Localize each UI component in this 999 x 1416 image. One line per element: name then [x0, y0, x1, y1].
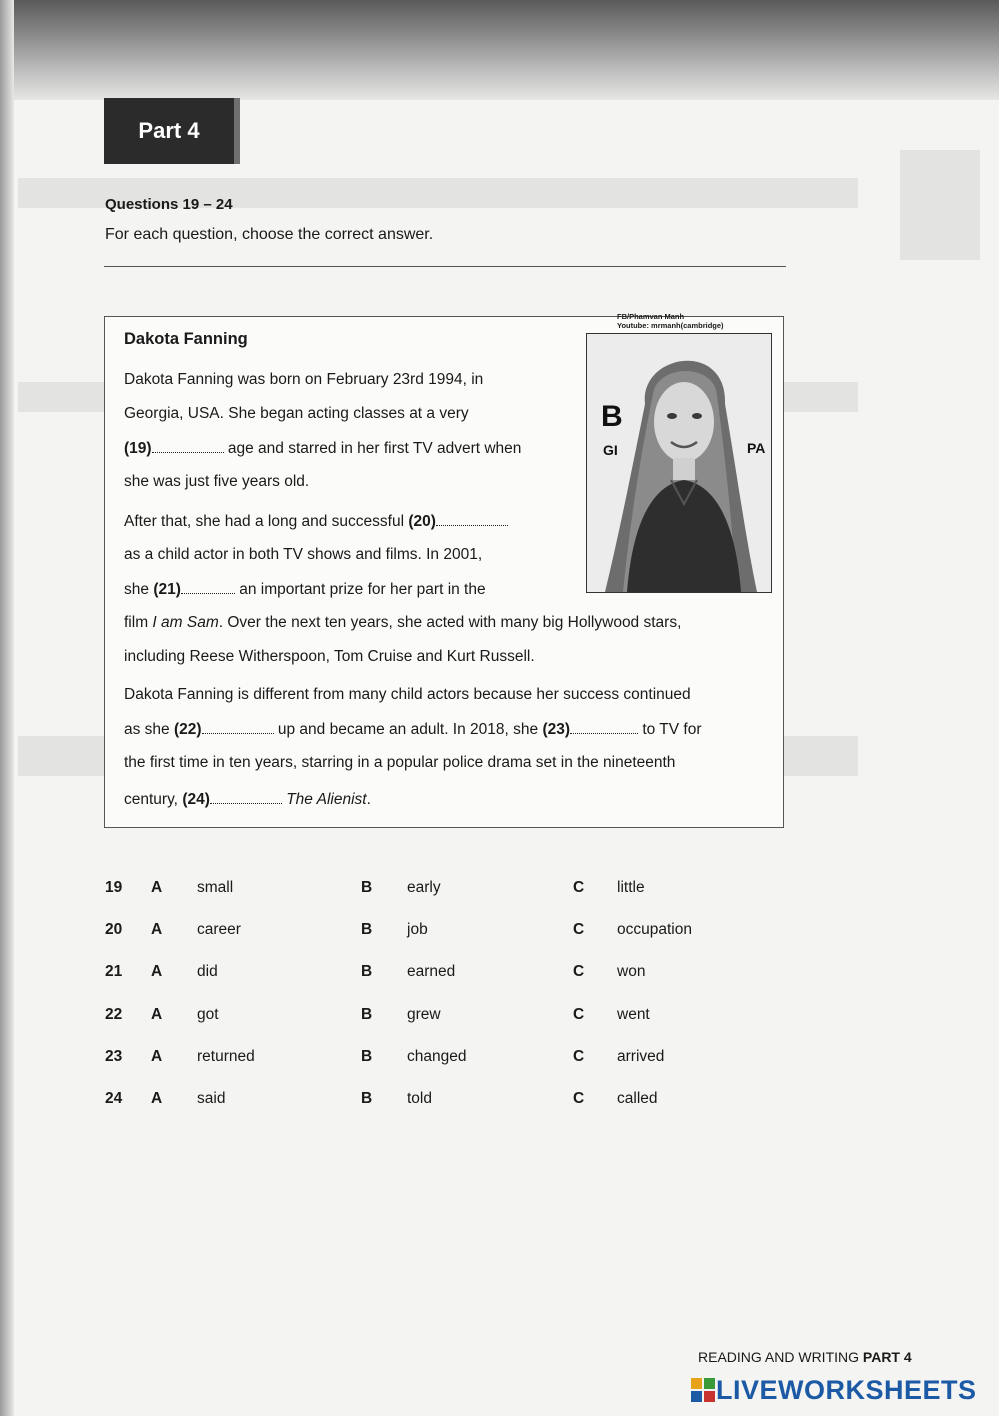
- article-line: [124, 371, 483, 389]
- option-c[interactable]: little: [617, 879, 645, 896]
- gap-number-20: (20): [408, 513, 436, 530]
- option-letter-c: C: [573, 963, 585, 980]
- scan-shadow-left: [0, 0, 14, 1416]
- article-text: she was just five years old.: [124, 473, 310, 490]
- article-line: [124, 580, 486, 599]
- option-letter-b: B: [361, 921, 373, 938]
- option-b[interactable]: early: [407, 879, 441, 896]
- footer-section: READING AND WRITING: [698, 1349, 860, 1365]
- option-a[interactable]: did: [197, 963, 218, 980]
- article-text: up and became an adult. In 2018, she: [277, 721, 539, 738]
- gap-number-21: (21): [153, 581, 181, 598]
- article-text: film: [124, 614, 149, 631]
- option-letter-c: C: [573, 1090, 585, 1107]
- option-letter-c: C: [573, 1006, 585, 1023]
- gap-24-blank[interactable]: [210, 790, 282, 804]
- article-text: Georgia, USA. She began acting classes at a very: [124, 405, 469, 422]
- option-a[interactable]: career: [197, 921, 241, 938]
- article-line: [124, 439, 521, 458]
- option-b[interactable]: grew: [407, 1006, 441, 1023]
- article-line: [124, 614, 681, 632]
- tv-show-title: The Alienist: [286, 791, 367, 808]
- gap-19-blank[interactable]: [152, 439, 224, 453]
- gap-number-24: (24): [182, 791, 210, 808]
- option-letter-c: C: [573, 1048, 585, 1065]
- article-line: [124, 512, 508, 531]
- option-letter-b: B: [361, 1048, 373, 1065]
- gap-21-blank[interactable]: [181, 580, 235, 594]
- page-footer: [698, 1349, 912, 1365]
- option-b[interactable]: changed: [407, 1048, 467, 1065]
- option-b[interactable]: earned: [407, 963, 456, 980]
- photo-credit-line: FB/Phamvan Manh: [617, 312, 685, 321]
- option-letter-a: A: [151, 1090, 163, 1107]
- gap-20-blank[interactable]: [436, 512, 508, 526]
- option-letter-b: B: [361, 963, 373, 980]
- option-letter-a: A: [151, 921, 163, 938]
- backdrop-letters: GI: [603, 442, 618, 458]
- option-letter-c: C: [573, 879, 585, 896]
- photo-credit-line: Youtube: mrmanh(cambridge): [617, 321, 724, 330]
- question-number: 19: [105, 879, 123, 896]
- article-line: [124, 754, 675, 772]
- option-letter-c: C: [573, 921, 585, 938]
- article-text: as a child actor in both TV shows and films. In 2001,: [124, 546, 483, 563]
- liveworksheets-logo: [690, 1374, 977, 1406]
- option-letter-b: B: [361, 879, 373, 896]
- option-c[interactable]: went: [617, 1006, 650, 1023]
- bleed-through-band: [900, 150, 980, 260]
- option-letter-a: A: [151, 1006, 163, 1023]
- article-line: [124, 473, 309, 491]
- backdrop-letters: PA: [747, 440, 766, 456]
- option-letter-b: B: [361, 1090, 373, 1107]
- article-text: she: [124, 581, 149, 598]
- question-row-21: [105, 963, 665, 985]
- gap-number-19: (19): [124, 440, 152, 457]
- option-c[interactable]: won: [617, 963, 646, 980]
- option-a[interactable]: returned: [197, 1048, 255, 1065]
- question-row-22: [105, 1006, 665, 1028]
- article-line: [124, 720, 702, 739]
- option-a[interactable]: said: [197, 1090, 226, 1107]
- option-letter-b: B: [361, 1006, 373, 1023]
- question-number: 23: [105, 1048, 123, 1065]
- question-number: 20: [105, 921, 123, 938]
- gap-22-blank[interactable]: [202, 720, 274, 734]
- footer-part: PART 4: [862, 1349, 912, 1365]
- photo-credit: [617, 312, 724, 330]
- option-letter-a: A: [151, 1048, 163, 1065]
- article-title: Dakota Fanning: [124, 330, 248, 348]
- article-text: .: [366, 791, 371, 808]
- question-row-19: [105, 879, 665, 901]
- article-text: . Over the next ten years, she acted with many big Hollywood stars,: [218, 614, 682, 631]
- option-letter-a: A: [151, 963, 163, 980]
- question-number: 22: [105, 1006, 123, 1023]
- option-b[interactable]: told: [407, 1090, 432, 1107]
- question-number: 21: [105, 963, 123, 980]
- part-label: Part 4: [104, 98, 234, 164]
- article-text: an important prize for her part in the: [239, 581, 486, 598]
- question-row-23: [105, 1048, 665, 1070]
- divider: [104, 266, 786, 267]
- article-text: as she: [124, 721, 170, 738]
- option-letter-a: A: [151, 879, 163, 896]
- option-c[interactable]: occupation: [617, 921, 692, 938]
- portrait-illustration: [587, 334, 771, 592]
- option-c[interactable]: arrived: [617, 1048, 665, 1065]
- article-line: [124, 648, 535, 666]
- option-a[interactable]: small: [197, 879, 234, 896]
- gap-number-22: (22): [173, 721, 202, 738]
- backdrop-letter: B: [601, 400, 623, 433]
- article-text: including Reese Witherspoon, Tom Cruise and Kurt Russell.: [124, 648, 535, 665]
- article-text: Dakota Fanning is different from many child actors because her success continued: [124, 686, 691, 703]
- article-text: century,: [124, 791, 178, 808]
- article-text: the first time in ten years, starring in a popular police drama set in the nineteenth: [124, 754, 676, 771]
- article-line: [124, 686, 691, 704]
- scan-shadow-top: [0, 0, 999, 100]
- gap-number-23: (23): [542, 721, 571, 738]
- article-line: [124, 405, 469, 423]
- article-text: to TV for: [642, 721, 702, 738]
- option-a[interactable]: got: [197, 1006, 219, 1023]
- questions-heading: Questions 19 – 24: [105, 196, 233, 213]
- article-text: After that, she had a long and successful: [124, 513, 405, 530]
- article-line: [124, 790, 371, 809]
- film-title: I am Sam: [152, 614, 219, 631]
- instruction-text: For each question, choose the correct answer.: [105, 226, 434, 243]
- question-row-20: [105, 921, 692, 943]
- question-number: 24: [105, 1090, 123, 1107]
- article-text: Dakota Fanning was born on February 23rd 1994, in: [124, 371, 484, 388]
- option-b[interactable]: job: [407, 921, 428, 938]
- dakota-fanning-photo: [586, 333, 772, 593]
- question-row-24: [105, 1090, 665, 1112]
- liveworksheets-logo-icon: [690, 1377, 716, 1403]
- gap-23-blank[interactable]: [570, 720, 638, 734]
- option-c[interactable]: called: [617, 1090, 658, 1107]
- article-line: [124, 546, 482, 564]
- article-text: age and starred in her first TV advert when: [227, 440, 522, 457]
- brand-name: LIVEWORKSHEETS: [716, 1374, 977, 1405]
